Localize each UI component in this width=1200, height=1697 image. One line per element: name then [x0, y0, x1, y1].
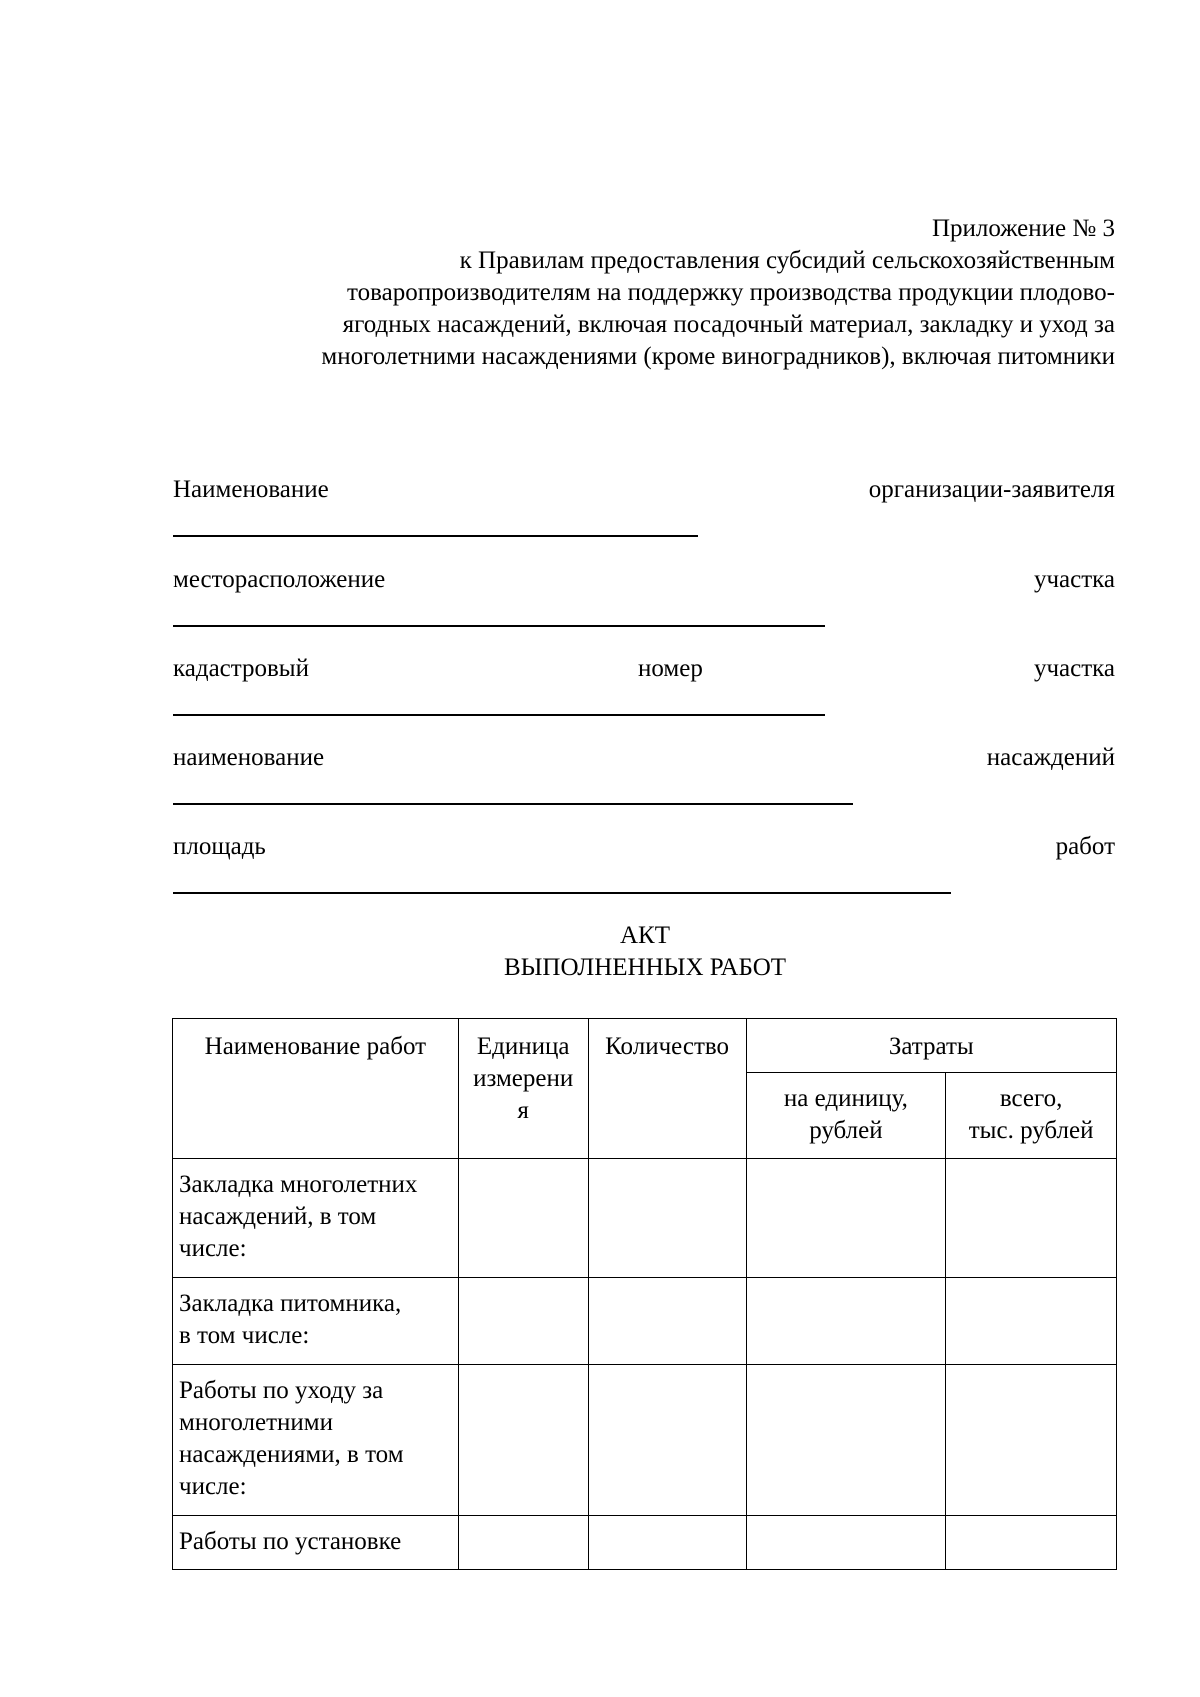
org-name-label-right: организации-заявителя: [868, 476, 1115, 503]
cell-unit[interactable]: [458, 1516, 588, 1570]
location-label-right: участка: [1033, 566, 1115, 593]
plantings-label-right: насаждений: [986, 744, 1115, 771]
cell-quantity[interactable]: [588, 1159, 746, 1278]
act-title-line2: ВЫПОЛНЕННЫХ РАБОТ: [503, 954, 787, 981]
org-name-blank[interactable]: [173, 535, 698, 537]
header-cost-total: всего, тыс. рублей: [946, 1073, 1117, 1159]
appendix-line: ягодных насаждений, включая посадочный материал, закладку и уход за: [342, 311, 1115, 338]
appendix-line: товаропроизводителям на поддержку производства продукции плодово-: [347, 279, 1115, 306]
table-row: [173, 1159, 1117, 1278]
cell-quantity[interactable]: [588, 1365, 746, 1516]
header-quantity: Количество: [588, 1019, 746, 1159]
cadastral-blank[interactable]: [173, 714, 825, 716]
cell-cost-per-unit[interactable]: [746, 1159, 946, 1278]
row-label: Работы по установке: [173, 1516, 459, 1570]
appendix-number: Приложение № 3: [931, 215, 1115, 242]
appendix-line: многолетними насаждениями (кроме виноградников), включая питомники: [321, 343, 1115, 370]
table-row: [173, 1516, 1117, 1570]
cadastral-label: кадастровый: [173, 655, 309, 682]
location-blank[interactable]: [173, 625, 825, 627]
header-unit: Единица измерени я: [458, 1019, 588, 1159]
cell-cost-per-unit[interactable]: [746, 1278, 946, 1365]
row-label: Закладка питомника, в том числе:: [173, 1278, 459, 1365]
cell-cost-total[interactable]: [946, 1365, 1117, 1516]
cell-cost-total[interactable]: [946, 1516, 1117, 1570]
location-label: месторасположение: [173, 566, 386, 593]
plantings-blank[interactable]: [173, 803, 853, 805]
area-blank[interactable]: [173, 892, 951, 894]
cell-quantity[interactable]: [588, 1516, 746, 1570]
cell-unit[interactable]: [458, 1159, 588, 1278]
header-work-name: Наименование работ: [173, 1019, 459, 1159]
act-title-line1: АКТ: [620, 922, 670, 949]
act-title: [0, 920, 1200, 984]
cell-cost-per-unit[interactable]: [746, 1516, 946, 1570]
cell-unit[interactable]: [458, 1365, 588, 1516]
area-label-right: работ: [1055, 833, 1115, 860]
org-name-label: Наименование: [173, 476, 329, 503]
table-row: [173, 1365, 1117, 1516]
cadastral-label-right: участка: [1033, 655, 1115, 682]
works-table: [172, 1018, 1117, 1570]
area-label: площадь: [173, 833, 266, 860]
appendix-header: [175, 213, 1115, 373]
row-label: Закладка многолетних насаждений, в том числе:: [173, 1159, 459, 1278]
appendix-line: к Правилам предоставления субсидий сельскохозяйственным: [459, 247, 1115, 274]
cell-cost-total[interactable]: [946, 1278, 1117, 1365]
cell-quantity[interactable]: [588, 1278, 746, 1365]
cell-cost-per-unit[interactable]: [746, 1365, 946, 1516]
header-cost-per-unit: на единицу, рублей: [746, 1073, 946, 1159]
plantings-label: наименование: [173, 744, 325, 771]
header-costs: Затраты: [746, 1019, 1116, 1073]
cell-unit[interactable]: [458, 1278, 588, 1365]
table-row: [173, 1278, 1117, 1365]
cell-cost-total[interactable]: [946, 1159, 1117, 1278]
row-label: Работы по уходу за многолетними насаждениями, в том числе:: [173, 1365, 459, 1516]
cadastral-label-middle: номер: [638, 655, 703, 682]
